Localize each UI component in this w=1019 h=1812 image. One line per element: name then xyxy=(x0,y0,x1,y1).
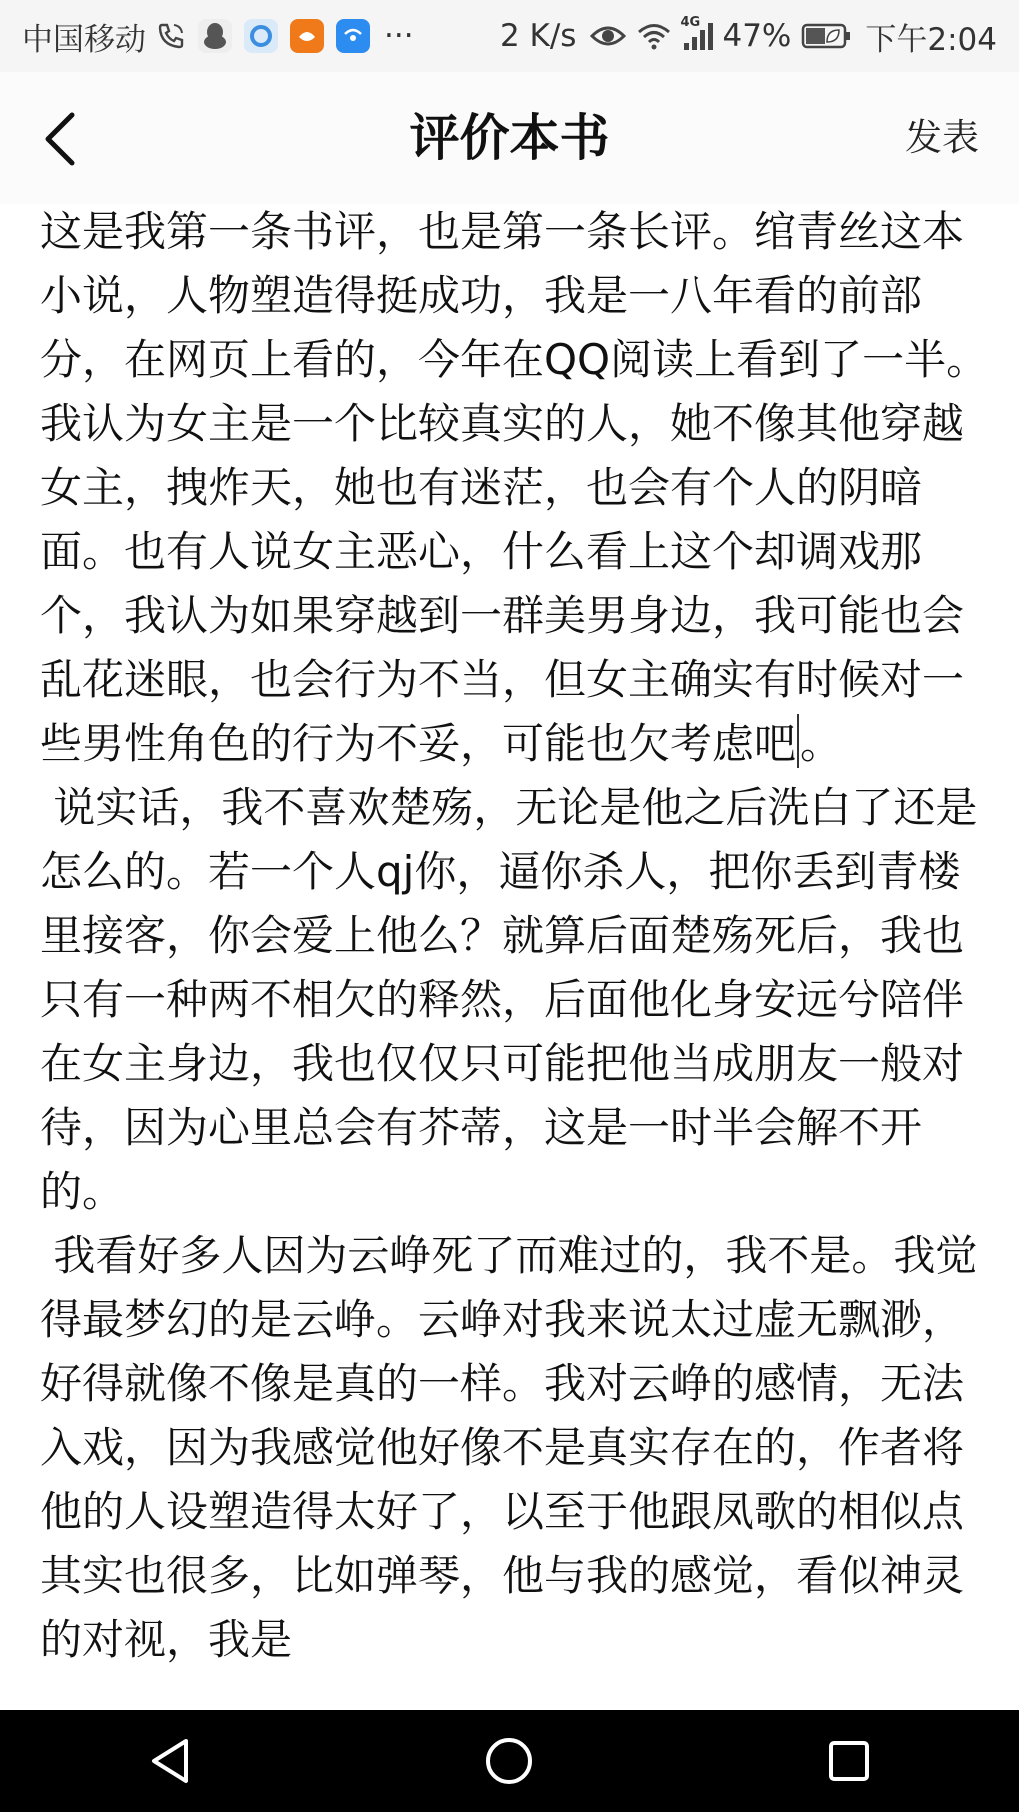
chevron-left-icon xyxy=(42,111,78,167)
signal-icon xyxy=(680,15,716,51)
wifi-assistant-icon xyxy=(336,19,370,53)
status-bar xyxy=(0,0,1019,72)
review-editor[interactable] xyxy=(0,204,1019,1710)
browser-app-icon xyxy=(244,19,278,53)
carrier-name: 中国移动 xyxy=(22,21,146,58)
publish-button[interactable]: 发表 xyxy=(905,116,979,159)
network-type: 4G xyxy=(680,15,701,30)
wifi-icon xyxy=(636,22,672,50)
clock: 下午2:04 xyxy=(865,21,997,58)
nav-recents-button[interactable] xyxy=(799,1721,899,1801)
square-recents-icon xyxy=(826,1738,872,1784)
back-button[interactable] xyxy=(30,106,90,172)
review-paragraph-2: 说实话，我不喜欢楚殇，无论是他之后洗白了还是怎么的。若一个人qj你，逼你杀人，把你丢到青楼里接客，你会爱上他么？就算后面楚殇死后，我也只有一种两不相欠的释然，后面他化身安远兮陪伴在女主身边，我也仅仅只可能把他当成朋友一般对待，因为心里总会有芥蒂，这是一时半会解不开的。 xyxy=(40,783,978,1216)
battery-icon xyxy=(801,22,851,50)
navigation-bar xyxy=(0,1710,1019,1812)
nav-back-button[interactable] xyxy=(120,1721,220,1801)
circle-home-icon xyxy=(483,1735,535,1787)
status-bar-left xyxy=(22,14,414,59)
text-cursor xyxy=(797,714,799,768)
network-speed: 2 K/s xyxy=(499,18,577,54)
uc-browser-icon xyxy=(290,19,324,53)
page-title: 评价本书 xyxy=(409,108,610,167)
status-bar-right xyxy=(500,14,997,59)
review-text[interactable] xyxy=(0,204,1019,1672)
top-app-bar xyxy=(0,72,1019,205)
eye-comfort-icon xyxy=(590,22,626,50)
nav-home-button[interactable] xyxy=(459,1721,559,1801)
review-paragraph-1 xyxy=(40,204,989,776)
triangle-back-icon xyxy=(146,1735,194,1787)
review-paragraph-1-text: 这是我第一条书评，也是第一条长评。绾青丝这本小说，人物塑造得挺成功，我是一八年看的前部分，在网页上看的，今年在QQ阅读上看到了一半。我认为女主是一个比较真实的人，她不像其他穿越女主，拽炸天，她也有迷茫，也会有个人的阴暗面。也有人说女主恶心，什么看上这个却调戏那个，我认为如果穿越到一群美男身边，我可能也会乱花迷眼，也会行为不当，但女主确实有时候对一些男性角色的行为不妥，可能也欠考虑吧 xyxy=(40,207,989,768)
review-paragraph-3: 我看好多人因为云峥死了而难过的，我不是。我觉得最梦幻的是云峥。云峥对我来说太过虚无飘渺，好得就像不像是真的一样。我对云峥的感情，无法入戏，因为我感觉他好像不是真实存在的，作者将他的人设塑造得太好了，以至于他跟凤歌的相似点其实也很多，比如弹琴，他与我的感觉，看似神灵的对视，我是 xyxy=(40,1231,978,1664)
review-paragraph-1-end: 。 xyxy=(800,719,843,768)
more-notifications: ··· xyxy=(384,18,414,54)
battery-percent: 47% xyxy=(722,18,792,54)
hd-call-icon xyxy=(156,21,186,51)
qq-penguin-icon xyxy=(198,19,232,53)
